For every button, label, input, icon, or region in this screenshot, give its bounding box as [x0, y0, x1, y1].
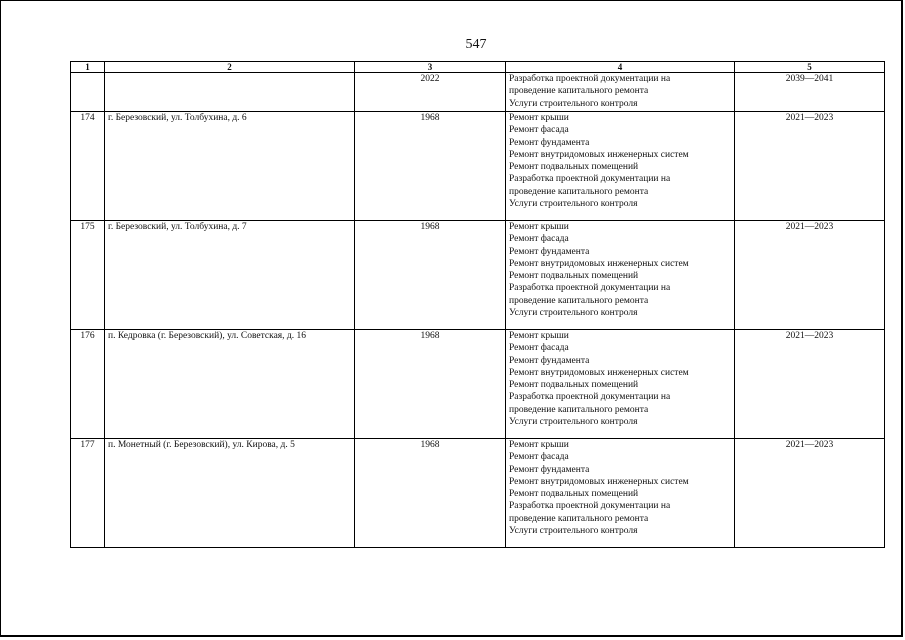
work-item: Ремонт внутридомовых инженерных систем — [509, 476, 689, 487]
row-works — [506, 221, 735, 330]
row-period: 2021—2023 — [735, 330, 885, 439]
work-item: Ремонт крыши — [509, 440, 569, 450]
row-number — [71, 73, 105, 112]
work-item: Услуги строительного контроля — [509, 98, 638, 109]
work-item: Ремонт внутридомовых инженерных систем — [509, 367, 689, 378]
table-row — [71, 439, 885, 548]
row-number: 175 — [71, 221, 105, 330]
table-row — [71, 221, 885, 330]
work-item: проведение капитального ремонта — [509, 513, 649, 524]
row-year: 2022 — [355, 73, 506, 112]
row-address: п. Кедровка (г. Березовский), ул. Советская, д. 16 — [105, 330, 355, 439]
row-number: 177 — [71, 439, 105, 548]
work-item: проведение капитального ремонта — [509, 86, 649, 97]
work-item: Ремонт фундамента — [509, 246, 590, 257]
row-address: п. Монетный (г. Березовский), ул. Кирова, д. 5 — [105, 439, 355, 548]
table-row — [71, 112, 885, 221]
row-period: 2021—2023 — [735, 439, 885, 548]
work-item: Услуги строительного контроля — [509, 526, 638, 537]
row-year: 1968 — [355, 221, 506, 330]
row-address: г. Березовский, ул. Толбухина, д. 7 — [105, 221, 355, 330]
work-item: Ремонт подвальных помещений — [509, 489, 639, 500]
work-item: Ремонт крыши — [509, 222, 569, 232]
work-item: Ремонт внутридомовых инженерных систем — [509, 258, 689, 269]
work-item: Разработка проектной документации на — [509, 74, 671, 84]
work-item: проведение капитального ремонта — [509, 404, 649, 415]
row-number: 176 — [71, 330, 105, 439]
repair-schedule-table — [70, 61, 885, 548]
column-header-2: 2 — [105, 62, 355, 73]
work-item: Разработка проектной документации на — [509, 392, 671, 403]
work-item: Ремонт внутридомовых инженерных систем — [509, 149, 689, 160]
row-works — [506, 73, 735, 112]
page-number: 547 — [465, 37, 487, 52]
work-item: Разработка проектной документации на — [509, 174, 671, 185]
work-item: Ремонт фундамента — [509, 355, 590, 366]
column-header-1: 1 — [71, 62, 105, 73]
work-item: Ремонт крыши — [509, 113, 569, 123]
work-item: Ремонт подвальных помещений — [509, 162, 639, 173]
row-number: 174 — [71, 112, 105, 221]
table-row — [71, 330, 885, 439]
row-period: 2021—2023 — [735, 112, 885, 221]
work-item: Ремонт фасада — [509, 452, 569, 463]
row-works — [506, 330, 735, 439]
work-item: проведение капитального ремонта — [509, 186, 649, 197]
row-period: 2021—2023 — [735, 221, 885, 330]
row-works — [506, 439, 735, 548]
column-header-5: 5 — [735, 62, 885, 73]
work-item: Ремонт фундамента — [509, 137, 590, 148]
row-year: 1968 — [355, 330, 506, 439]
work-item: Ремонт фасада — [509, 125, 569, 136]
work-item: Разработка проектной документации на — [509, 501, 671, 512]
work-item: Услуги строительного контроля — [509, 308, 638, 319]
work-item: Ремонт подвальных помещений — [509, 271, 639, 282]
work-item: Ремонт фасада — [509, 343, 569, 354]
work-item: Услуги строительного контроля — [509, 417, 638, 428]
row-address — [105, 73, 355, 112]
work-item: Ремонт подвальных помещений — [509, 380, 639, 391]
work-item: Услуги строительного контроля — [509, 199, 638, 210]
work-item: проведение капитального ремонта — [509, 295, 649, 306]
row-year: 1968 — [355, 112, 506, 221]
row-period: 2039—2041 — [735, 73, 885, 112]
work-item: Ремонт фундамента — [509, 464, 590, 475]
work-item: Ремонт фасада — [509, 234, 569, 245]
row-works — [506, 112, 735, 221]
column-header-3: 3 — [355, 62, 506, 73]
work-item: Ремонт крыши — [509, 331, 569, 341]
row-address: г. Березовский, ул. Толбухина, д. 6 — [105, 112, 355, 221]
column-header-4: 4 — [506, 62, 735, 73]
table-row — [71, 73, 885, 112]
row-year: 1968 — [355, 439, 506, 548]
work-item: Разработка проектной документации на — [509, 283, 671, 294]
header-row — [71, 62, 885, 73]
